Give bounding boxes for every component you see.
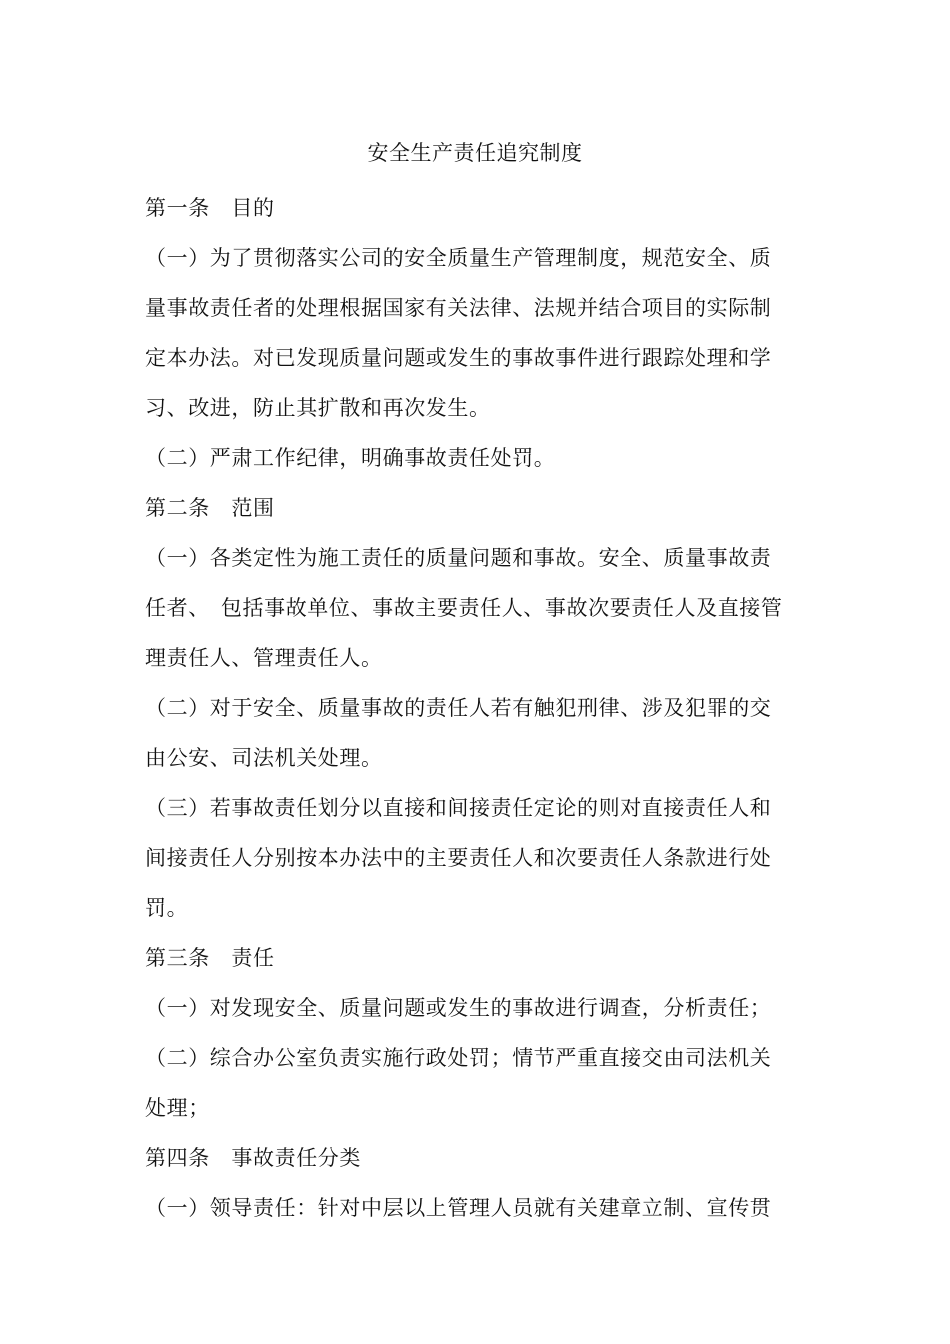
paragraph-line: 习、改进，防止其扩散和再次发生。 <box>145 396 491 420</box>
paragraph-line: 罚。 <box>145 896 189 920</box>
paragraph-line: （一）领导责任：针对中层以上管理人员就有关建章立制、宣传贯 <box>145 1196 772 1220</box>
paragraph-line: 定本办法。对已发现质量问题或发生的事故事件进行跟踪处理和学 <box>145 346 772 370</box>
paragraph-line: （二）严肃工作纪律，明确事故责任处罚。 <box>145 446 556 470</box>
section-heading-article-3: 第三条 责任 <box>145 946 275 970</box>
paragraph-line: 理责任人、管理责任人。 <box>145 646 383 670</box>
paragraph-line: 任者、 包括事故单位、事故主要责任人、事故次要责任人及直接管 <box>145 596 783 620</box>
document-body <box>145 183 807 1233</box>
paragraph-line: （二）对于安全、质量事故的责任人若有触犯刑律、涉及犯罪的交 <box>145 696 772 720</box>
paragraph-line: （二）综合办公室负责实施行政处罚；情节严重直接交由司法机关 <box>145 1046 772 1070</box>
paragraph-line: （一）为了贯彻落实公司的安全质量生产管理制度，规范安全、质 <box>145 246 772 270</box>
paragraph-line: （一）对发现安全、质量问题或发生的事故进行调查，分析责任； <box>145 996 772 1020</box>
paragraph-line: 由公安、司法机关处理。 <box>145 746 383 770</box>
paragraph-line: （一）各类定性为施工责任的质量问题和事故。安全、质量事故责 <box>145 546 772 570</box>
paragraph-line: （三）若事故责任划分以直接和间接责任定论的则对直接责任人和 <box>145 796 772 820</box>
paragraph-line: 间接责任人分别按本办法中的主要责任人和次要责任人条款进行处 <box>145 846 772 870</box>
section-heading-article-4: 第四条 事故责任分类 <box>145 1146 361 1170</box>
section-heading-article-2: 第二条 范围 <box>145 496 275 520</box>
paragraph-line: 量事故责任者的处理根据国家有关法律、法规并结合项目的实际制 <box>145 296 772 320</box>
paragraph-line: 处理； <box>145 1096 210 1120</box>
section-heading-article-1: 第一条 目的 <box>145 196 275 220</box>
document-title: 安全生产责任追究制度 <box>367 141 583 165</box>
